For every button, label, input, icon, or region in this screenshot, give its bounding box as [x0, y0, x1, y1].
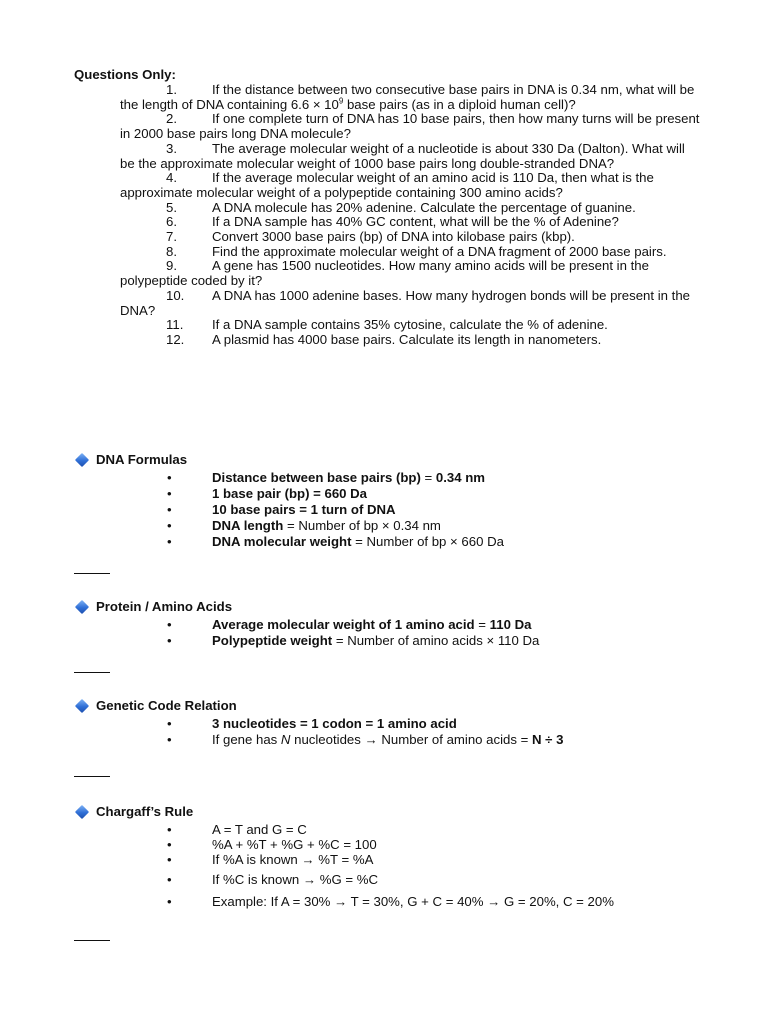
question-item — [120, 142, 700, 171]
section-title: Genetic Code Relation — [96, 698, 237, 713]
rule-text: Example: If A = 30% → T = 30%, G + C = 40% → G = 20%, C = 20% — [212, 893, 614, 909]
list-item — [74, 717, 714, 733]
question-item — [120, 259, 700, 288]
list-item — [74, 853, 714, 873]
formula-prefix: If gene has — [212, 731, 281, 747]
question-text: If the distance between two consecutive base pairs in DNA is 0.34 nm, what will be the length of DNA containing 6.6 × 10 — [120, 82, 695, 112]
question-text: The average molecular weight of a nucleotide is about 330 Da (Dalton). What will be the approximate molecular weight of 1000 base pairs long double-stranded DNA? — [120, 140, 685, 171]
question-text: If a DNA sample contains 35% cytosine, calculate the % of adenine. — [212, 317, 608, 333]
question-number: 4. — [166, 170, 177, 186]
bullet-dot: • — [167, 518, 172, 534]
question-item — [120, 215, 700, 230]
separator-rule — [74, 776, 110, 777]
section-title: Protein / Amino Acids — [96, 599, 233, 614]
term: DNA length — [212, 518, 284, 534]
question-number: 3. — [166, 140, 177, 156]
question-item — [120, 201, 700, 216]
value: 110 Da — [489, 616, 532, 632]
question-text: A DNA has 1000 adenine bases. How many hydrogen bonds will be present in the DNA? — [120, 287, 690, 318]
bullet-dot: • — [167, 821, 172, 837]
list-item — [74, 634, 714, 650]
list-item — [74, 535, 714, 551]
bullet-dot: • — [167, 485, 172, 501]
section-genetic-code — [74, 699, 714, 749]
term: 3 nucleotides = 1 codon = 1 amino acid — [212, 715, 457, 731]
question-text: Convert 3000 base pairs (bp) of DNA into kilobase pairs (kbp). — [212, 229, 575, 245]
bullet-dot: • — [167, 851, 172, 867]
term: DNA molecular weight — [212, 534, 352, 550]
section-heading — [74, 600, 714, 615]
list-item — [74, 838, 714, 853]
section-heading — [74, 453, 714, 468]
bullet-list — [74, 471, 714, 552]
question-text: A DNA molecule has 20% adenine. Calculate the percentage of guanine. — [212, 199, 636, 215]
term: Distance between base pairs (bp) — [212, 469, 421, 485]
question-text: A gene has 1500 nucleotides. How many amino acids will be present in the polypeptide coded by it? — [120, 258, 649, 289]
term: Polypeptide weight — [212, 632, 333, 648]
question-item — [120, 112, 700, 141]
question-text-tail: base pairs (as in a diploid human cell)? — [343, 96, 576, 112]
section-chargaff-rule — [74, 805, 714, 911]
question-number: 9. — [166, 258, 177, 274]
bullet-dot: • — [167, 469, 172, 485]
question-text: A plasmid has 4000 base pairs. Calculate its length in nanometers. — [212, 331, 602, 347]
bullet-dot: • — [167, 534, 172, 550]
equals: = — [420, 469, 436, 485]
rule-text: %A + %T + %G + %C = 100 — [212, 836, 377, 852]
formula: nucleotides → Number of amino acids = — [290, 731, 532, 747]
question-number: 5. — [166, 199, 177, 215]
bullet-dot: • — [167, 616, 172, 632]
value: 0.34 nm — [435, 469, 486, 485]
list-item — [74, 471, 714, 487]
list-item — [74, 733, 714, 749]
question-text: Find the approximate molecular weight of a DNA fragment of 2000 base pairs. — [212, 243, 667, 259]
section-heading — [74, 699, 714, 714]
term: 10 base pairs = 1 turn of DNA — [212, 502, 396, 518]
section-heading — [74, 805, 714, 820]
separator-rule — [74, 940, 110, 941]
questions-title: Questions Only: — [74, 67, 176, 82]
section-protein — [74, 600, 714, 650]
question-number: 1. — [166, 82, 177, 97]
blue-diamond-icon — [75, 699, 89, 713]
bullet-list — [74, 823, 714, 911]
list-item — [74, 503, 714, 519]
question-number: 2. — [166, 111, 177, 127]
question-number: 12. — [166, 331, 185, 347]
bullet-list — [74, 717, 714, 749]
question-item — [120, 333, 700, 348]
section-title: DNA Formulas — [96, 452, 188, 467]
list-item — [74, 519, 714, 535]
list-item — [74, 823, 714, 838]
separator-rule — [74, 573, 110, 574]
bullet-dot: • — [167, 715, 172, 731]
value: N ÷ 3 — [531, 731, 564, 747]
section-title: Chargaff’s Rule — [96, 804, 194, 819]
formula: = Number of bp × 660 Da — [351, 534, 504, 550]
question-item — [120, 171, 700, 200]
question-item — [120, 318, 700, 333]
question-number: 8. — [166, 243, 177, 259]
question-number: 7. — [166, 229, 177, 245]
question-item — [120, 83, 700, 112]
question-item — [120, 245, 700, 260]
formula: = Number of bp × 0.34 nm — [283, 518, 441, 534]
bullet-dot: • — [167, 502, 172, 518]
question-item — [120, 230, 700, 245]
bullet-dot: • — [167, 893, 172, 909]
term: 1 base pair (bp) = 660 Da — [212, 485, 368, 501]
variable: N — [280, 731, 291, 747]
bullet-list — [74, 618, 714, 650]
bullet-dot: • — [167, 632, 172, 648]
question-text: If the average molecular weight of an amino acid is 110 Da, then what is the approximate molecular weight of a polypeptide containing 300 amino acids? — [120, 170, 654, 200]
question-number: 11. — [166, 317, 184, 333]
bullet-dot: • — [167, 836, 172, 852]
question-text: If a DNA sample has 40% GC content, what will be the % of Adenine? — [212, 214, 619, 230]
formula: = Number of amino acids × 110 Da — [332, 632, 540, 648]
rule-text: If %C is known → %G = %C — [212, 871, 378, 887]
question-text: If one complete turn of DNA has 10 base pairs, then how many turns will be present in 2000 base pairs long DNA molecule? — [120, 111, 700, 142]
rule-text: A = T and G = C — [212, 821, 307, 837]
section-dna-formulas — [74, 453, 714, 552]
list-item — [74, 487, 714, 503]
question-number: 6. — [166, 214, 177, 230]
list-item — [74, 873, 714, 895]
question-item — [120, 289, 700, 318]
bullet-dot: • — [167, 731, 172, 747]
list-item — [74, 895, 714, 911]
term: Average molecular weight of 1 amino acid — [212, 616, 475, 632]
rule-text: If %A is known → %T = %A — [212, 851, 374, 867]
question-list — [120, 83, 700, 348]
blue-diamond-icon — [75, 600, 89, 614]
equals: = — [474, 616, 490, 632]
blue-diamond-icon — [75, 805, 89, 819]
blue-diamond-icon — [75, 453, 89, 467]
question-number: 10. — [166, 287, 185, 303]
exponent: 9 — [338, 96, 344, 106]
list-item — [74, 618, 714, 634]
bullet-dot: • — [167, 871, 172, 887]
separator-rule — [74, 672, 110, 673]
